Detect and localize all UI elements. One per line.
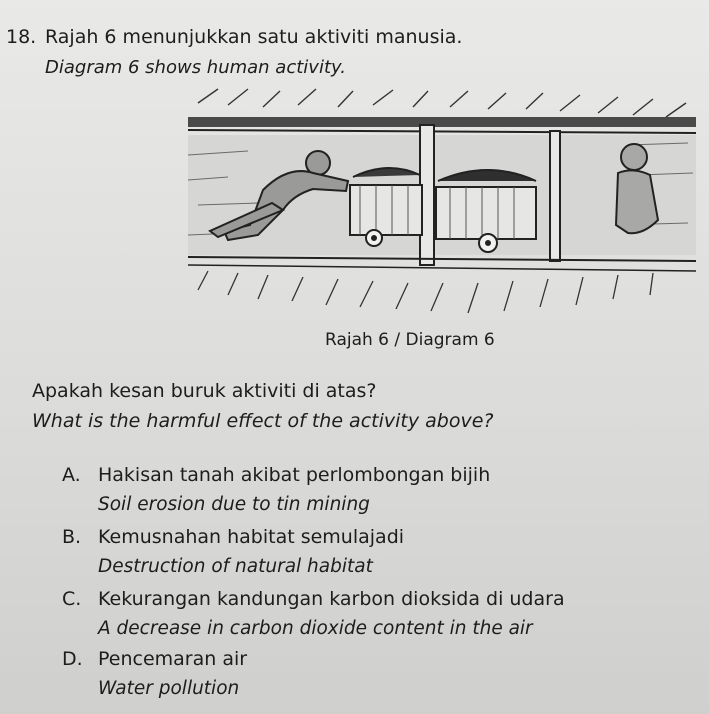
option-d-letter[interactable]: D. bbox=[62, 648, 83, 670]
support-post bbox=[550, 131, 560, 261]
question-prompt-malay: Apakah kesan buruk aktiviti di atas? bbox=[32, 380, 377, 402]
ceiling-beam bbox=[188, 117, 696, 127]
option-c-letter[interactable]: C. bbox=[62, 588, 82, 610]
option-c-text-malay[interactable]: Kekurangan kandungan karbon dioksida di udara bbox=[98, 588, 565, 610]
option-a-text-english[interactable]: Soil erosion due to tin mining bbox=[98, 494, 370, 515]
question-text-malay: Rajah 6 menunjukkan satu aktiviti manusia. bbox=[45, 26, 463, 48]
mining-illustration bbox=[188, 85, 696, 320]
option-b-text-english[interactable]: Destruction of natural habitat bbox=[98, 556, 373, 577]
option-d-text-malay[interactable]: Pencemaran air bbox=[98, 648, 248, 670]
figure-caption: Rajah 6 / Diagram 6 bbox=[325, 330, 495, 350]
option-b-letter[interactable]: B. bbox=[62, 526, 82, 548]
option-d-text-english[interactable]: Water pollution bbox=[98, 678, 240, 699]
ceiling-hatching bbox=[198, 89, 686, 117]
question-number: 18. bbox=[6, 26, 37, 48]
rail-track bbox=[188, 257, 696, 261]
floor-hatching bbox=[198, 271, 653, 313]
question-text-english: Diagram 6 shows human activity. bbox=[45, 57, 346, 78]
option-a-text-malay[interactable]: Hakisan tanah akibat perlombongan bijih bbox=[98, 464, 491, 486]
option-b-text-malay[interactable]: Kemusnahan habitat semulajadi bbox=[98, 526, 405, 548]
question-prompt-english: What is the harmful effect of the activity above? bbox=[32, 410, 494, 432]
option-a-letter[interactable]: A. bbox=[62, 464, 81, 486]
option-c-text-english[interactable]: A decrease in carbon dioxide content in the air bbox=[98, 618, 533, 639]
